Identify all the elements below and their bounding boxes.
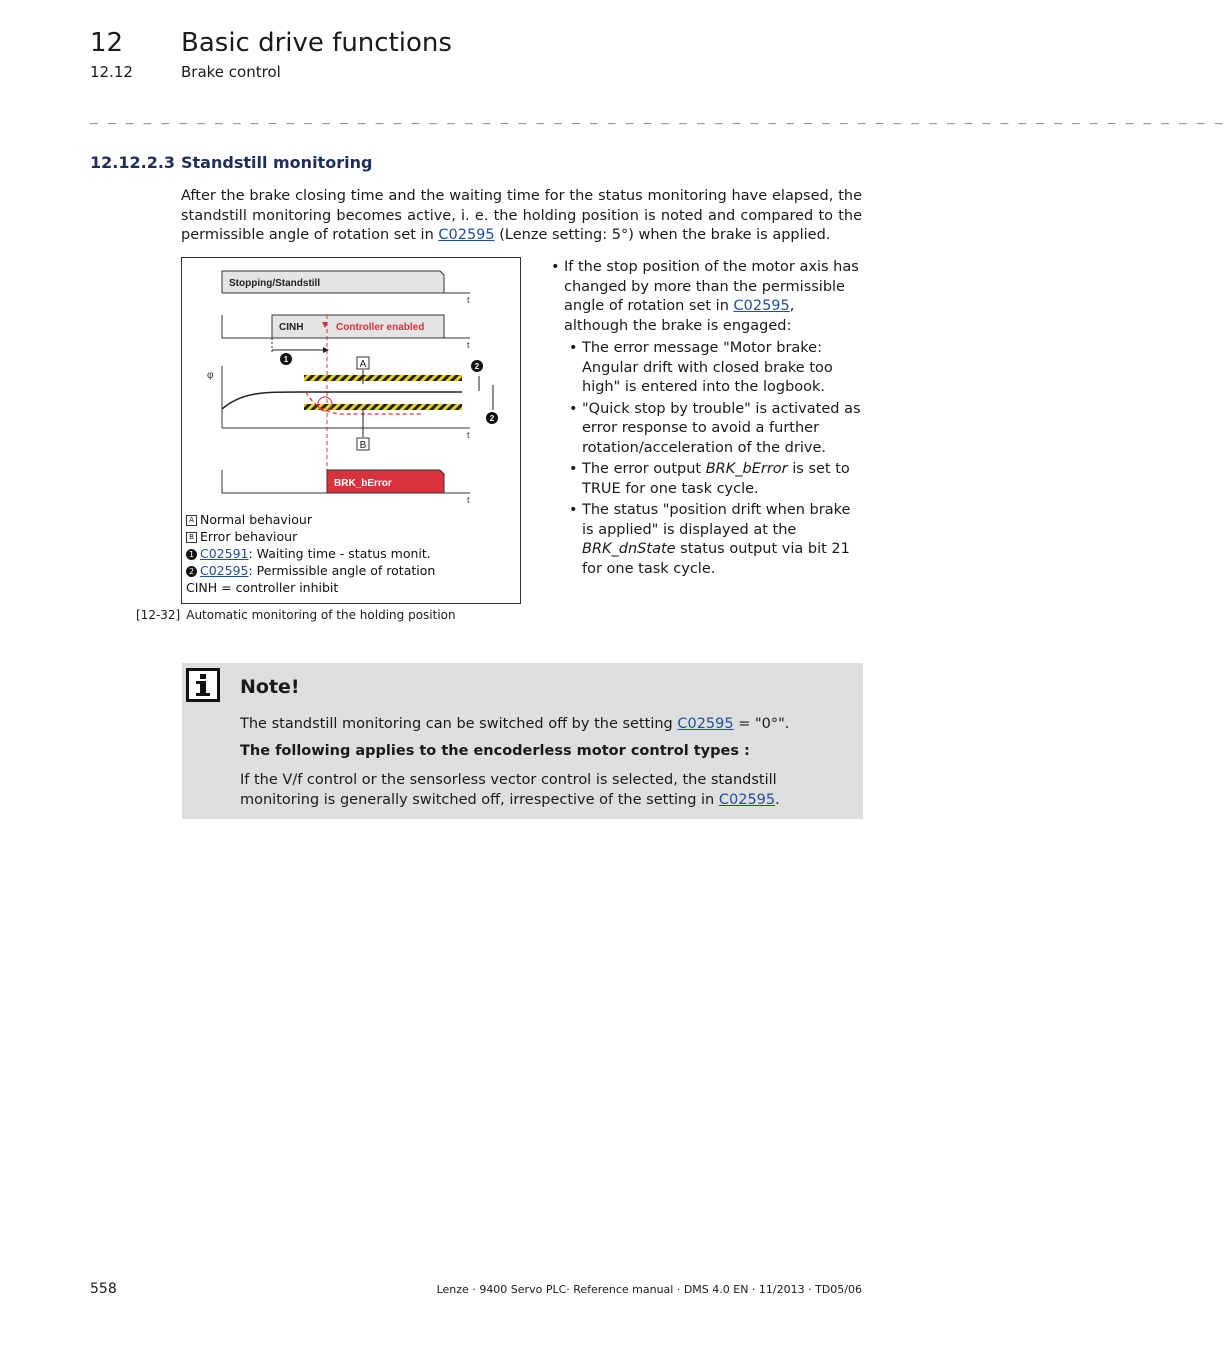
chapter-title: Basic drive functions [181, 28, 452, 58]
c02595-link[interactable]: C02595 [733, 298, 790, 314]
list-item: • The error message "Motor brake: Angular drift with closed brake too high" is entered into the logbook. [564, 339, 861, 398]
c02595-link[interactable]: C02595 [200, 563, 249, 578]
axis-row4-left [222, 470, 327, 493]
marker-b-label: B [359, 440, 367, 451]
legend-2-text: : Permissible angle of rotation [248, 563, 436, 578]
subsection-number: 12.12.2.3 [90, 153, 176, 172]
error-behaviour-list [549, 258, 861, 581]
a-box-icon: A [186, 515, 197, 526]
note-title: Note! [240, 676, 300, 698]
marker-1-label: 1 [283, 355, 289, 364]
figure-legend [186, 511, 435, 596]
legend-b [186, 528, 435, 545]
c02595-link[interactable]: C02595 [677, 716, 734, 732]
figure-caption [136, 608, 456, 622]
axis-t-label: t [467, 340, 470, 350]
controller-enabled-label: Controller enabled [336, 322, 425, 333]
page-number: 558 [90, 1281, 117, 1297]
caption-number: [12-32] [136, 608, 181, 622]
legend-cinh: CINH = controller inhibit [186, 580, 339, 595]
marker-a-label: A [359, 359, 367, 370]
section-number: 12.12 [90, 63, 133, 81]
intro-paragraph: After the brake closing time and the waiting time for the status monitoring have elapsed, the standstill monitoring becomes active, i. e. the holding position is noted and compared to the permissible angle of rotation set in C02595 (Lenze setting: 5°) when the brake is applied. [181, 188, 862, 243]
section-title: Brake control [181, 63, 281, 81]
tolerance-band-upper [304, 375, 462, 381]
tolerance-band-lower [304, 404, 462, 410]
legend-a [186, 511, 435, 528]
list-item: • If the stop position of the motor axis has changed by more than the permissible angle of rotation set in C02595, although the brake is engaged: • The error message "Motor brake: Angular drift with closed brake too high" is entered into the logbook. • "Quick stop by trouble" is activated as error response to avoid a further rotation/acceleration of the drive. • The error output BRK_bError is set to TRUE for one task cycle. • The status "position drift when brake is applied" is displayed at the BRK_dnState status output via bit 21 for one task cycle. [549, 258, 861, 579]
c02595-link[interactable]: C02595 [438, 227, 495, 243]
chapter-number: 12 [90, 28, 124, 58]
axis-t-label: t [467, 430, 470, 440]
c02591-link[interactable]: C02591 [200, 546, 249, 561]
axis-t-label: t [467, 295, 470, 305]
list-item: • "Quick stop by trouble" is activated as error response to avoid a further rotation/acceleration of the drive. [564, 400, 861, 459]
number-1-icon: 1 [186, 549, 197, 560]
caption-text: Automatic monitoring of the holding position [186, 608, 456, 622]
list-item: • The status "position drift when brake is applied" is displayed at the BRK_dnState status output via bit 21 for one task cycle. [564, 501, 861, 579]
marker-2-label: 2 [474, 362, 480, 371]
legend-b-text: Error behaviour [200, 529, 298, 544]
cinh-label: CINH [279, 322, 304, 333]
list-item: • The error output BRK_bError is set to TRUE for one task cycle. [564, 460, 861, 499]
brk-error-label: BRK_bError [334, 478, 392, 489]
legend-1-text: : Waiting time - status monit. [248, 546, 431, 561]
figure-holding-position [181, 257, 521, 604]
legend-a-text: Normal behaviour [200, 512, 312, 527]
legend-2 [186, 562, 435, 579]
axis-phi-label: φ [207, 370, 214, 381]
note-box [182, 663, 863, 819]
note-paragraph-3: If the V/f control or the sensorless vector control is selected, the standstill monitoring is generally switched off, irrespective of the setting in C02595. [240, 772, 780, 808]
subsection-title: Standstill monitoring [181, 153, 373, 172]
note-paragraph-2: The following applies to the encoderless motor control types : [240, 743, 750, 759]
note-paragraph-1: The standstill monitoring can be switched off by the setting C02595 = "0°". [240, 716, 790, 732]
legend-1 [186, 545, 435, 562]
axis-t-label: t [467, 495, 470, 505]
marker-2-label: 2 [489, 414, 495, 423]
number-2-icon: 2 [186, 566, 197, 577]
stopping-bar-label: Stopping/Standstill [229, 278, 321, 289]
c02595-link[interactable]: C02595 [718, 791, 776, 808]
info-icon [186, 668, 220, 702]
b-box-icon: B [186, 532, 197, 543]
footer-doc-info: Lenze · 9400 Servo PLC· Reference manual · DMS 4.0 EN · 11/2013 · TD05/06 [436, 1283, 862, 1296]
header-rule: _ _ _ _ _ _ _ _ _ _ _ _ _ _ _ _ _ _ _ _ _ _ _ _ _ _ _ _ _ _ _ _ _ _ _ _ _ _ _ _ _ _ _ _ _ _ _ _ _ _ _ _ _ _ _ _ _ _ _ _ _ _ _ _ [90, 110, 1224, 125]
